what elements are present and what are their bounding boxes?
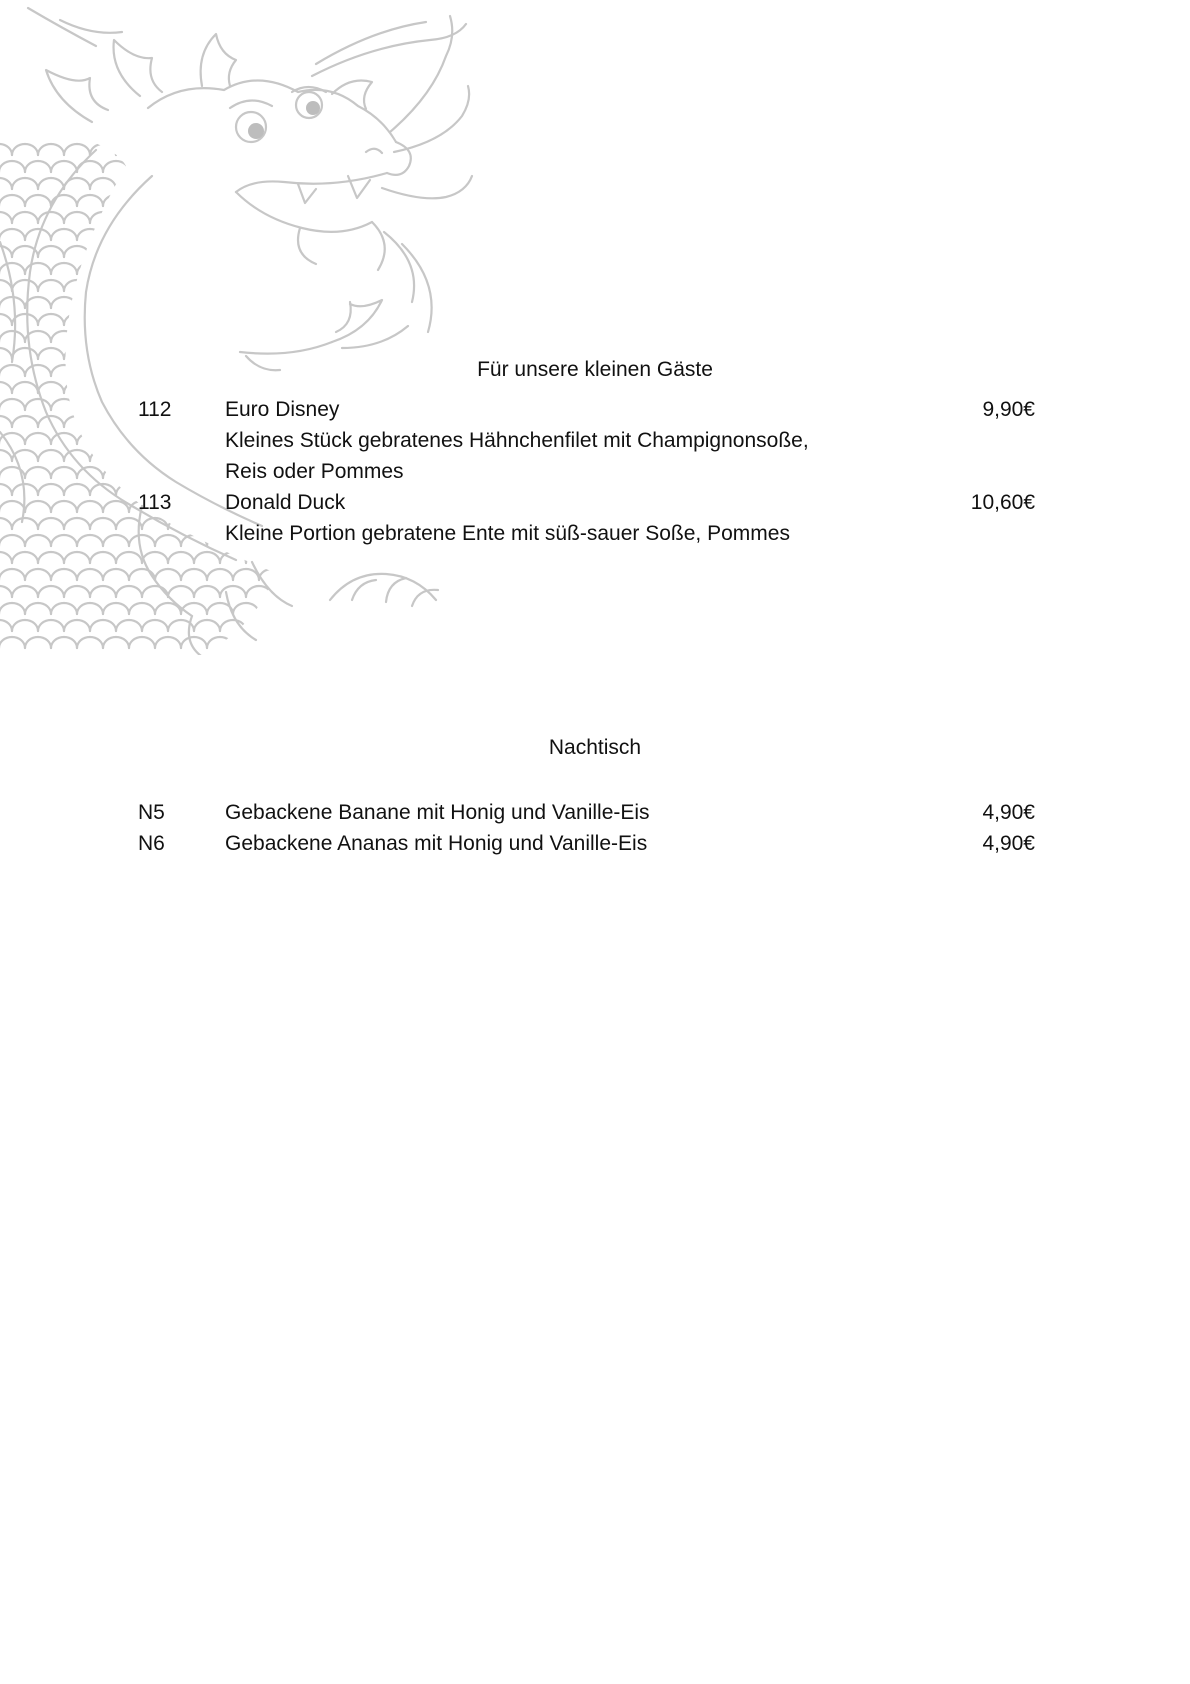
item-number: N6: [138, 832, 165, 855]
item-name: Donald Duck: [225, 491, 346, 514]
item-price: 4,90€: [982, 801, 1035, 824]
item-description-line: Kleines Stück gebratenes Hähnchenfilet mit Champignonsoße,: [225, 429, 809, 452]
item-number: N5: [138, 801, 165, 824]
dragon-eye-pupils: [248, 101, 320, 139]
dragon-outline: [0, 8, 472, 655]
item-name: Gebackene Ananas mit Honig und Vanille-Eis: [225, 832, 648, 855]
dragon-watermark-illustration: [0, 0, 480, 655]
item-name: Gebackene Banane mit Honig und Vanille-Eis: [225, 801, 650, 824]
item-description-line: Reis oder Pommes: [225, 460, 404, 483]
item-price: 10,60€: [970, 491, 1035, 514]
item-number: 113: [138, 491, 172, 514]
item-number: 112: [138, 398, 172, 421]
item-name: Euro Disney: [225, 398, 340, 421]
item-description-line: Kleine Portion gebratene Ente mit süß-sauer Soße, Pommes: [225, 522, 790, 545]
item-price: 4,90€: [982, 832, 1035, 855]
section-title-kids: Für unsere kleinen Gäste: [477, 358, 713, 381]
item-price: 9,90€: [982, 398, 1035, 421]
section-title-desserts: Nachtisch: [548, 736, 642, 759]
